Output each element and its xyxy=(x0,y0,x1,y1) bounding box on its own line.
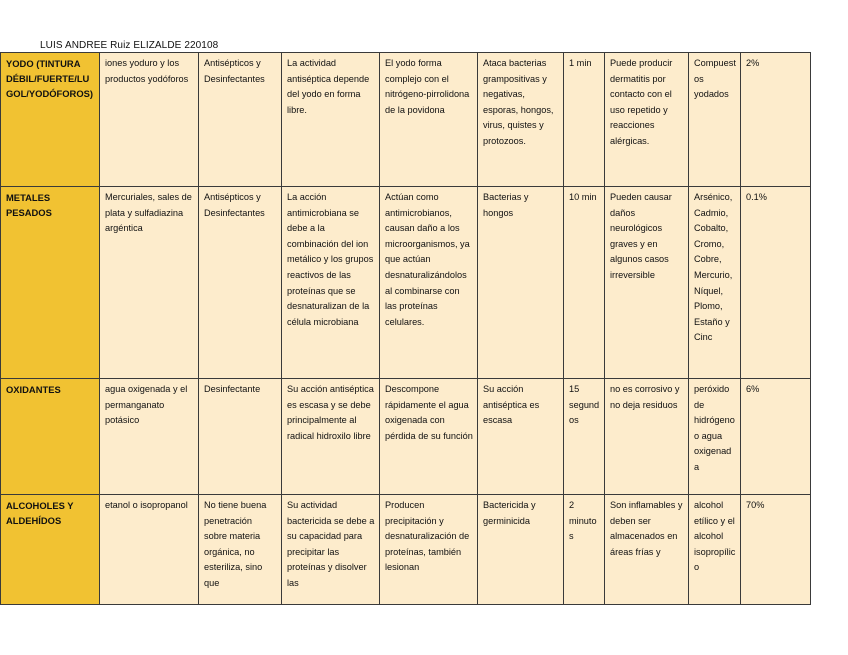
compounds-cell: Mercuriales, sales de plata y sulfadiazina argéntica xyxy=(100,187,199,379)
type-cell: Desinfectante xyxy=(199,379,282,495)
components-cell: Arsénico, Cadmio, Cobalto, Cromo, Cobre, Mercurio, Níquel, Plomo, Estaño y Cinc xyxy=(689,187,741,379)
table-row xyxy=(1,379,811,495)
time-cell: 15 segundos xyxy=(564,379,605,495)
compounds-cell: agua oxigenada y el permanganato potásico xyxy=(100,379,199,495)
compounds-cell: etanol o isopropanol xyxy=(100,495,199,605)
adverse-cell: no es corrosivo y no deja residuos xyxy=(605,379,689,495)
action-cell: El yodo forma complejo con el nitrógeno-pirrolidona de la povidona xyxy=(380,53,478,187)
concentration-cell: 6% xyxy=(741,379,811,495)
category-cell: ALCOHOLES Y ALDEHÍDOS xyxy=(1,495,100,605)
concentration-cell: 0.1% xyxy=(741,187,811,379)
components-cell: Compuestos yodados xyxy=(689,53,741,187)
time-cell: 10 min xyxy=(564,187,605,379)
components-cell: alcohol etílico y el alcohol isopropílico xyxy=(689,495,741,605)
table-row xyxy=(1,187,811,379)
mechanism-cell: Su acción antiséptica es escasa y se debe principalmente al radical hidroxilo libre xyxy=(282,379,380,495)
mechanism-cell: La acción antimicrobiana se debe a la combinación del ion metálico y los grupos reactivos de las proteínas que se desnaturalizan de la célula microbiana xyxy=(282,187,380,379)
concentration-cell: 70% xyxy=(741,495,811,605)
type-cell: Antisépticos y Desinfectantes xyxy=(199,53,282,187)
components-cell: peróxido de hidrógeno o agua oxigenada xyxy=(689,379,741,495)
spectrum-cell: Ataca bacterias grampositivas y negativas, esporas, hongos, virus, quistes y protozoos. xyxy=(478,53,564,187)
concentration-cell: 2% xyxy=(741,53,811,187)
adverse-cell: Puede producir dermatitis por contacto con el uso repetido y reacciones alérgicas. xyxy=(605,53,689,187)
mechanism-cell: Su actividad bactericida se debe a su capacidad para precipitar las proteínas y disolver las xyxy=(282,495,380,605)
adverse-cell: Son inflamables y deben ser almacenados en áreas frías y xyxy=(605,495,689,605)
action-cell: Descompone rápidamente el agua oxigenada con pérdida de su función xyxy=(380,379,478,495)
category-cell: OXIDANTES xyxy=(1,379,100,495)
category-cell: YODO (TINTURA DÉBIL/FUERTE/LUGOL/YODÓFOROS) xyxy=(1,53,100,187)
compounds-cell: iones yoduro y los productos yodóforos xyxy=(100,53,199,187)
type-cell: No tiene buena penetración sobre materia orgánica, no esteriliza, sino que xyxy=(199,495,282,605)
category-cell: METALES PESADOS xyxy=(1,187,100,379)
action-cell: Actúan como antimicrobianos, causan daño a los microorganismos, ya que actúan desnaturalizándolos al combinarse con las proteínas celulares. xyxy=(380,187,478,379)
table-row xyxy=(1,495,811,605)
time-cell: 1 min xyxy=(564,53,605,187)
table-row xyxy=(1,53,811,187)
spectrum-cell: Bactericida y germinicida xyxy=(478,495,564,605)
time-cell: 2 minutos xyxy=(564,495,605,605)
adverse-cell: Pueden causar daños neurológicos graves y en algunos casos irreversible xyxy=(605,187,689,379)
action-cell: Producen precipitación y desnaturalización de proteínas, también lesionan xyxy=(380,495,478,605)
spectrum-cell: Su acción antiséptica es escasa xyxy=(478,379,564,495)
spectrum-cell: Bacterias y hongos xyxy=(478,187,564,379)
type-cell: Antisépticos y Desinfectantes xyxy=(199,187,282,379)
mechanism-cell: La actividad antiséptica depende del yodo en forma libre. xyxy=(282,53,380,187)
author-line: LUIS ANDREE Ruiz ELIZALDE 220108 xyxy=(40,40,219,51)
antiseptics-table xyxy=(0,52,811,605)
